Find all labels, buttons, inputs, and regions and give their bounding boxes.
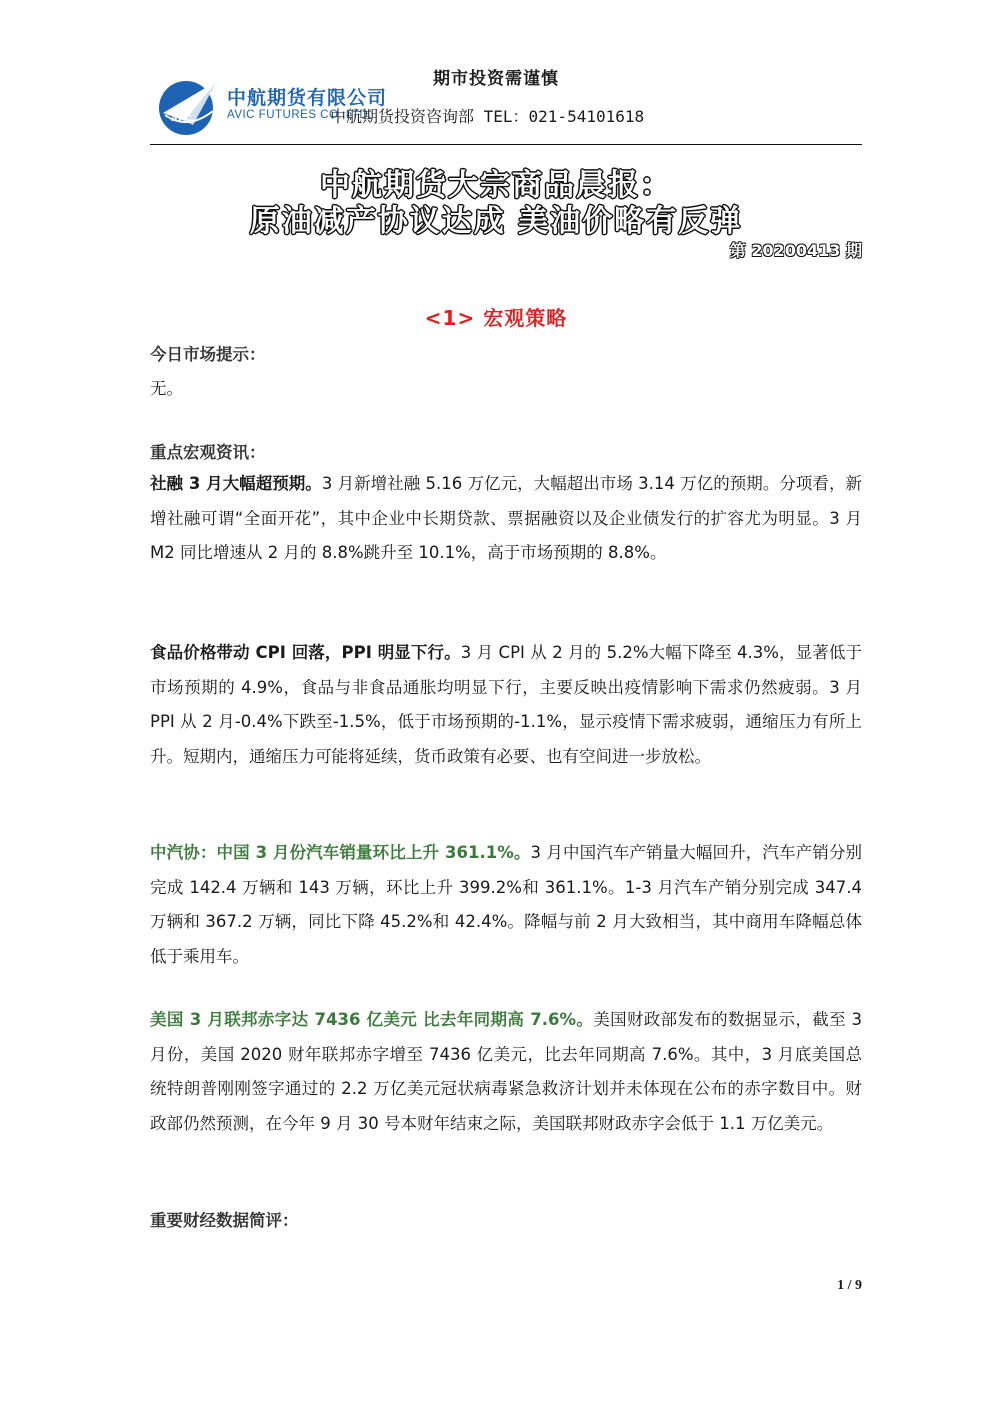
news-paragraph-us-deficit xyxy=(150,1003,862,1141)
market-tips-label-text: 今日市场提示： xyxy=(150,345,266,364)
market-tips-label xyxy=(150,338,862,373)
contact-line: 中航期货投资咨询部 TEL：021-54101618 xyxy=(330,107,645,126)
paragraph-text: 美国财政部发布的数据显示，截至 3 月份，美国 2020 财年联邦赤字增至 7436 亿美元，比去年同期高 7.6%。其中，3 月底美国总统特朗普刚刚签字通过的 2.2 万亿美元冠状病毒紧急救济计划并未体现在公布的赤字数目中。财政部仍然预测，在今年 9 月 30 号本财年结束之际，美国联邦财政赤字会低于 1.1 万亿美元。 xyxy=(150,1010,862,1133)
report-title-line1: 中航期货大宗商品晨报： xyxy=(320,168,672,203)
plane-logo-icon xyxy=(155,75,221,137)
page-number: 1 / 9 xyxy=(837,1278,862,1293)
data-review-label xyxy=(150,1204,862,1239)
paragraph-text: 3 月新增社融 5.16 万亿元，大幅超出市场 3.14 万亿的预期。分项看，新增社融可谓“全面开花”，其中企业中长期贷款、票据融资以及企业债发行的扩容尤为明显。3 月 M2 同比增速从 2 月的 8.8%跳升至 10.1%，高于市场预期的 8.8%。 xyxy=(150,474,862,562)
paragraph-lead: 社融 3 月大幅超预期。 xyxy=(150,474,322,493)
paragraph-lead: 美国 3 月联邦赤字达 7436 亿美元 比去年同期高 7.6%。 xyxy=(150,1010,594,1029)
news-paragraph-auto-sales xyxy=(150,836,862,974)
market-tips-text: 无。 xyxy=(150,379,183,398)
issue-number: 第 20200413 期 xyxy=(729,241,862,260)
paragraph-lead: 中汽协：中国 3 月份汽车销量环比上升 361.1%。 xyxy=(150,843,531,862)
paragraph-lead: 食品价格带动 CPI 回落，PPI 明显下行。 xyxy=(150,643,461,662)
paragraph-text: 3 月 CPI 从 2 月的 5.2%大幅下降至 4.3%，显著低于市场预期的 4.9%，食品与非食品通胀均明显下行，主要反映出疫情影响下需求仍然疲弱。3 月 PPI 从 2 月-0.4%下跌至-1.5%，低于市场预期的-1.1%，显示疫情下需求疲弱，通缩压力有所上升。短期内，通缩压力可能将延续，货币政策有必要、也有空间进一步放松。 xyxy=(150,643,862,766)
report-title-line2: 原油减产协议达成 美油价略有反弹 xyxy=(249,204,743,239)
logo-badge: AVIC xyxy=(171,113,192,123)
news-paragraph-social-financing xyxy=(150,467,862,571)
logo-company-name-en: AVIC FUTURES CO.,LTD. xyxy=(227,109,372,121)
data-review-label-text: 重要财经数据简评： xyxy=(150,1211,299,1230)
header-divider xyxy=(150,144,862,145)
macro-news-label xyxy=(150,436,862,471)
logo-company-name-cn: 中航期货有限公司 xyxy=(227,87,388,109)
paragraph-text: 3 月中国汽车产销量大幅回升，汽车产销分别完成 142.4 万辆和 143 万辆，环比上升 399.2%和 361.1%。1-3 月汽车产销分别完成 347.4 万辆和 367.2 万辆，同比下降 45.2%和 42.4%。降幅与前 2 月大致相当，其中商用车降幅总体低于乘用车。 xyxy=(150,843,862,966)
risk-warning: 期市投资需谨慎 xyxy=(433,69,559,89)
news-paragraph-cpi-ppi xyxy=(150,636,862,774)
section-heading: <1> 宏观策略 xyxy=(424,306,568,330)
macro-news-label-text: 重点宏观资讯： xyxy=(150,443,266,462)
